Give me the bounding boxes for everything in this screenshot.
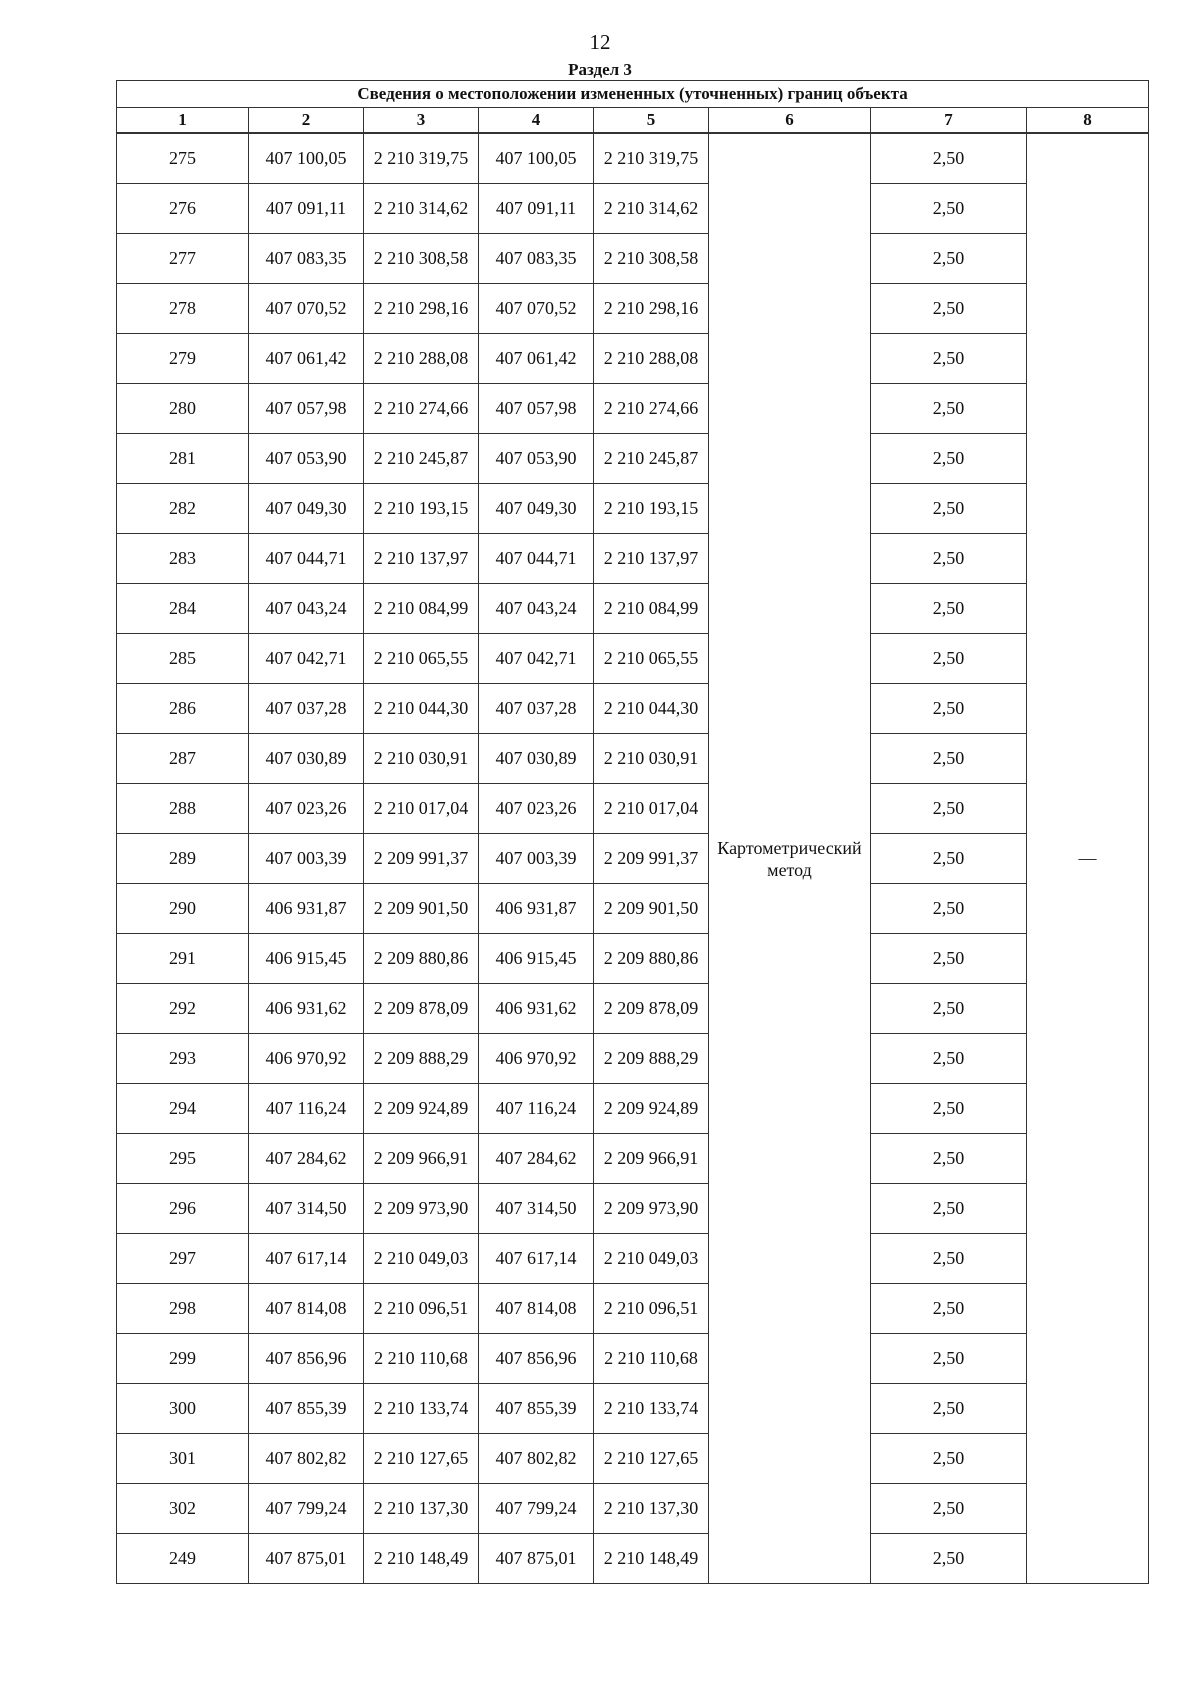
x-refined-cell: 407 043,24	[479, 584, 594, 634]
page-number: 12	[589, 30, 611, 54]
accuracy-cell: 2,50	[871, 1284, 1027, 1334]
accuracy-cell: 2,50	[871, 884, 1027, 934]
accuracy-cell: 2,50	[871, 934, 1027, 984]
y-existing-cell: 2 210 049,03	[364, 1234, 479, 1284]
x-refined-cell: 407 042,71	[479, 634, 594, 684]
y-refined-cell: 2 210 308,58	[594, 234, 709, 284]
point-number-cell: 298	[117, 1284, 249, 1334]
y-existing-cell: 2 210 314,62	[364, 184, 479, 234]
point-number-cell: 279	[117, 334, 249, 384]
y-existing-cell: 2 209 966,91	[364, 1134, 479, 1184]
accuracy-cell: 2,50	[871, 234, 1027, 284]
point-number-cell: 289	[117, 834, 249, 884]
x-existing-cell: 406 970,92	[249, 1034, 364, 1084]
y-refined-cell: 2 210 298,16	[594, 284, 709, 334]
accuracy-cell: 2,50	[871, 584, 1027, 634]
y-existing-cell: 2 210 288,08	[364, 334, 479, 384]
table-row	[117, 1084, 1149, 1134]
point-number-cell: 299	[117, 1334, 249, 1384]
x-existing-cell: 407 003,39	[249, 834, 364, 884]
point-number-cell: 291	[117, 934, 249, 984]
table-row	[117, 484, 1149, 534]
point-number-cell: 276	[117, 184, 249, 234]
table-row	[117, 1284, 1149, 1334]
x-refined-cell: 407 057,98	[479, 384, 594, 434]
y-existing-cell: 2 210 319,75	[364, 133, 479, 184]
x-refined-cell: 407 814,08	[479, 1284, 594, 1334]
accuracy-cell: 2,50	[871, 1484, 1027, 1534]
y-refined-cell: 2 210 137,97	[594, 534, 709, 584]
section-title: Раздел 3	[568, 60, 632, 79]
table-row	[117, 1384, 1149, 1434]
point-number-cell: 278	[117, 284, 249, 334]
point-number-cell: 290	[117, 884, 249, 934]
y-existing-cell: 2 210 110,68	[364, 1334, 479, 1384]
table-row	[117, 384, 1149, 434]
accuracy-cell: 2,50	[871, 384, 1027, 434]
accuracy-cell: 2,50	[871, 684, 1027, 734]
y-existing-cell: 2 210 274,66	[364, 384, 479, 434]
point-number-cell: 301	[117, 1434, 249, 1484]
accuracy-cell: 2,50	[871, 133, 1027, 184]
point-number-cell: 302	[117, 1484, 249, 1534]
accuracy-cell: 2,50	[871, 334, 1027, 384]
x-refined-cell: 407 061,42	[479, 334, 594, 384]
y-refined-cell: 2 209 924,89	[594, 1084, 709, 1134]
x-existing-cell: 407 049,30	[249, 484, 364, 534]
y-refined-cell: 2 210 017,04	[594, 784, 709, 834]
x-refined-cell: 407 100,05	[479, 133, 594, 184]
y-existing-cell: 2 210 308,58	[364, 234, 479, 284]
table-row	[117, 133, 1149, 184]
point-number-cell: 280	[117, 384, 249, 434]
y-refined-cell: 2 210 288,08	[594, 334, 709, 384]
y-refined-cell: 2 209 888,29	[594, 1034, 709, 1084]
x-existing-cell: 406 931,62	[249, 984, 364, 1034]
point-number-cell: 284	[117, 584, 249, 634]
y-refined-cell: 2 210 245,87	[594, 434, 709, 484]
x-refined-cell: 407 116,24	[479, 1084, 594, 1134]
y-refined-cell: 2 209 973,90	[594, 1184, 709, 1234]
x-refined-cell: 406 931,87	[479, 884, 594, 934]
x-refined-cell: 407 030,89	[479, 734, 594, 784]
y-existing-cell: 2 209 973,90	[364, 1184, 479, 1234]
x-existing-cell: 406 931,87	[249, 884, 364, 934]
x-existing-cell: 407 037,28	[249, 684, 364, 734]
point-number-cell: 295	[117, 1134, 249, 1184]
y-refined-cell: 2 210 193,15	[594, 484, 709, 534]
table-row	[117, 1034, 1149, 1084]
accuracy-cell: 2,50	[871, 734, 1027, 784]
y-existing-cell: 2 210 148,49	[364, 1534, 479, 1584]
y-existing-cell: 2 210 017,04	[364, 784, 479, 834]
y-refined-cell: 2 210 065,55	[594, 634, 709, 684]
table-row	[117, 1484, 1149, 1534]
y-refined-cell: 2 210 096,51	[594, 1284, 709, 1334]
y-refined-cell: 2 209 966,91	[594, 1134, 709, 1184]
table-row	[117, 534, 1149, 584]
column-number: 8	[1027, 108, 1149, 134]
x-existing-cell: 407 053,90	[249, 434, 364, 484]
column-number: 1	[117, 108, 249, 134]
coordinates-table	[116, 80, 1149, 1584]
x-existing-cell: 407 284,62	[249, 1134, 364, 1184]
y-existing-cell: 2 209 888,29	[364, 1034, 479, 1084]
y-refined-cell: 2 209 878,09	[594, 984, 709, 1034]
point-number-cell: 296	[117, 1184, 249, 1234]
y-existing-cell: 2 209 991,37	[364, 834, 479, 884]
x-existing-cell: 407 070,52	[249, 284, 364, 334]
x-refined-cell: 407 799,24	[479, 1484, 594, 1534]
y-refined-cell: 2 210 148,49	[594, 1534, 709, 1584]
accuracy-cell: 2,50	[871, 184, 1027, 234]
x-existing-cell: 407 044,71	[249, 534, 364, 584]
table-row	[117, 1184, 1149, 1234]
accuracy-cell: 2,50	[871, 1034, 1027, 1084]
x-refined-cell: 407 044,71	[479, 534, 594, 584]
x-refined-cell: 407 049,30	[479, 484, 594, 534]
x-refined-cell: 407 053,90	[479, 434, 594, 484]
x-existing-cell: 407 617,14	[249, 1234, 364, 1284]
x-existing-cell: 407 100,05	[249, 133, 364, 184]
table-row	[117, 1434, 1149, 1484]
point-number-cell: 275	[117, 133, 249, 184]
point-number-cell: 283	[117, 534, 249, 584]
y-existing-cell: 2 210 137,30	[364, 1484, 479, 1534]
y-existing-cell: 2 210 127,65	[364, 1434, 479, 1484]
column-number: 6	[709, 108, 871, 134]
y-existing-cell: 2 210 298,16	[364, 284, 479, 334]
column-number: 4	[479, 108, 594, 134]
accuracy-cell: 2,50	[871, 1084, 1027, 1134]
x-refined-cell: 407 284,62	[479, 1134, 594, 1184]
y-refined-cell: 2 210 319,75	[594, 133, 709, 184]
table-row	[117, 1234, 1149, 1284]
x-existing-cell: 407 799,24	[249, 1484, 364, 1534]
table-caption: Сведения о местоположении измененных (уточненных) границ объекта	[117, 81, 1149, 108]
x-refined-cell: 407 091,11	[479, 184, 594, 234]
y-refined-cell: 2 210 127,65	[594, 1434, 709, 1484]
x-existing-cell: 407 875,01	[249, 1534, 364, 1584]
x-existing-cell: 407 802,82	[249, 1434, 364, 1484]
x-refined-cell: 406 915,45	[479, 934, 594, 984]
x-existing-cell: 407 057,98	[249, 384, 364, 434]
x-existing-cell: 407 856,96	[249, 1334, 364, 1384]
y-existing-cell: 2 210 030,91	[364, 734, 479, 784]
x-existing-cell: 407 061,42	[249, 334, 364, 384]
column-numbers-row	[117, 108, 1149, 134]
table-row	[117, 734, 1149, 784]
y-existing-cell: 2 210 193,15	[364, 484, 479, 534]
y-existing-cell: 2 210 044,30	[364, 684, 479, 734]
column-number: 2	[249, 108, 364, 134]
x-existing-cell: 407 855,39	[249, 1384, 364, 1434]
table-row	[117, 1134, 1149, 1184]
y-refined-cell: 2 210 030,91	[594, 734, 709, 784]
y-existing-cell: 2 209 901,50	[364, 884, 479, 934]
y-refined-cell: 2 210 110,68	[594, 1334, 709, 1384]
y-existing-cell: 2 210 133,74	[364, 1384, 479, 1434]
point-number-cell: 294	[117, 1084, 249, 1134]
accuracy-cell: 2,50	[871, 1434, 1027, 1484]
table-row	[117, 434, 1149, 484]
x-existing-cell: 407 043,24	[249, 584, 364, 634]
x-refined-cell: 406 970,92	[479, 1034, 594, 1084]
x-existing-cell: 407 083,35	[249, 234, 364, 284]
x-refined-cell: 407 037,28	[479, 684, 594, 734]
y-existing-cell: 2 209 880,86	[364, 934, 479, 984]
x-refined-cell: 406 931,62	[479, 984, 594, 1034]
x-existing-cell: 407 042,71	[249, 634, 364, 684]
accuracy-cell: 2,50	[871, 1334, 1027, 1384]
x-existing-cell: 407 116,24	[249, 1084, 364, 1134]
point-number-cell: 282	[117, 484, 249, 534]
table-body	[117, 133, 1149, 1584]
y-refined-cell: 2 209 901,50	[594, 884, 709, 934]
point-number-cell: 287	[117, 734, 249, 784]
point-number-cell: 292	[117, 984, 249, 1034]
x-refined-cell: 407 070,52	[479, 284, 594, 334]
y-existing-cell: 2 210 084,99	[364, 584, 479, 634]
accuracy-cell: 2,50	[871, 1234, 1027, 1284]
y-refined-cell: 2 209 991,37	[594, 834, 709, 884]
table-row	[117, 634, 1149, 684]
y-existing-cell: 2 209 878,09	[364, 984, 479, 1034]
accuracy-cell: 2,50	[871, 784, 1027, 834]
point-number-cell: 288	[117, 784, 249, 834]
x-existing-cell: 407 091,11	[249, 184, 364, 234]
point-number-cell: 300	[117, 1384, 249, 1434]
table-row	[117, 784, 1149, 834]
accuracy-cell: 2,50	[871, 1134, 1027, 1184]
column-8-cell: —	[1027, 133, 1149, 1584]
y-refined-cell: 2 209 880,86	[594, 934, 709, 984]
point-number-cell: 249	[117, 1534, 249, 1584]
accuracy-cell: 2,50	[871, 634, 1027, 684]
y-refined-cell: 2 210 044,30	[594, 684, 709, 734]
y-refined-cell: 2 210 137,30	[594, 1484, 709, 1534]
point-number-cell: 293	[117, 1034, 249, 1084]
x-existing-cell: 407 314,50	[249, 1184, 364, 1234]
table-row	[117, 1334, 1149, 1384]
y-existing-cell: 2 210 065,55	[364, 634, 479, 684]
accuracy-cell: 2,50	[871, 284, 1027, 334]
table-row	[117, 234, 1149, 284]
accuracy-cell: 2,50	[871, 1534, 1027, 1584]
x-refined-cell: 407 083,35	[479, 234, 594, 284]
y-existing-cell: 2 210 245,87	[364, 434, 479, 484]
point-number-cell: 281	[117, 434, 249, 484]
table-row	[117, 334, 1149, 384]
y-refined-cell: 2 210 314,62	[594, 184, 709, 234]
x-refined-cell: 407 617,14	[479, 1234, 594, 1284]
x-refined-cell: 407 802,82	[479, 1434, 594, 1484]
column-number: 5	[594, 108, 709, 134]
x-refined-cell: 407 003,39	[479, 834, 594, 884]
method-cell: Картометрический метод	[709, 133, 871, 1584]
x-refined-cell: 407 856,96	[479, 1334, 594, 1384]
table-row	[117, 684, 1149, 734]
accuracy-cell: 2,50	[871, 434, 1027, 484]
accuracy-cell: 2,50	[871, 834, 1027, 884]
table-row	[117, 984, 1149, 1034]
table-row	[117, 584, 1149, 634]
y-refined-cell: 2 210 133,74	[594, 1384, 709, 1434]
table-row	[117, 184, 1149, 234]
y-refined-cell: 2 210 274,66	[594, 384, 709, 434]
x-existing-cell: 407 030,89	[249, 734, 364, 784]
table-row	[117, 934, 1149, 984]
column-number: 3	[364, 108, 479, 134]
table-row	[117, 1534, 1149, 1584]
x-existing-cell: 406 915,45	[249, 934, 364, 984]
x-refined-cell: 407 875,01	[479, 1534, 594, 1584]
accuracy-cell: 2,50	[871, 534, 1027, 584]
point-number-cell: 297	[117, 1234, 249, 1284]
table-row	[117, 834, 1149, 884]
accuracy-cell: 2,50	[871, 984, 1027, 1034]
point-number-cell: 285	[117, 634, 249, 684]
table-row	[117, 884, 1149, 934]
y-refined-cell: 2 210 084,99	[594, 584, 709, 634]
accuracy-cell: 2,50	[871, 1384, 1027, 1434]
y-refined-cell: 2 210 049,03	[594, 1234, 709, 1284]
column-number: 7	[871, 108, 1027, 134]
point-number-cell: 286	[117, 684, 249, 734]
x-existing-cell: 407 814,08	[249, 1284, 364, 1334]
x-refined-cell: 407 023,26	[479, 784, 594, 834]
accuracy-cell: 2,50	[871, 1184, 1027, 1234]
x-refined-cell: 407 314,50	[479, 1184, 594, 1234]
y-existing-cell: 2 209 924,89	[364, 1084, 479, 1134]
y-existing-cell: 2 210 096,51	[364, 1284, 479, 1334]
x-refined-cell: 407 855,39	[479, 1384, 594, 1434]
accuracy-cell: 2,50	[871, 484, 1027, 534]
table-row	[117, 284, 1149, 334]
y-existing-cell: 2 210 137,97	[364, 534, 479, 584]
x-existing-cell: 407 023,26	[249, 784, 364, 834]
point-number-cell: 277	[117, 234, 249, 284]
